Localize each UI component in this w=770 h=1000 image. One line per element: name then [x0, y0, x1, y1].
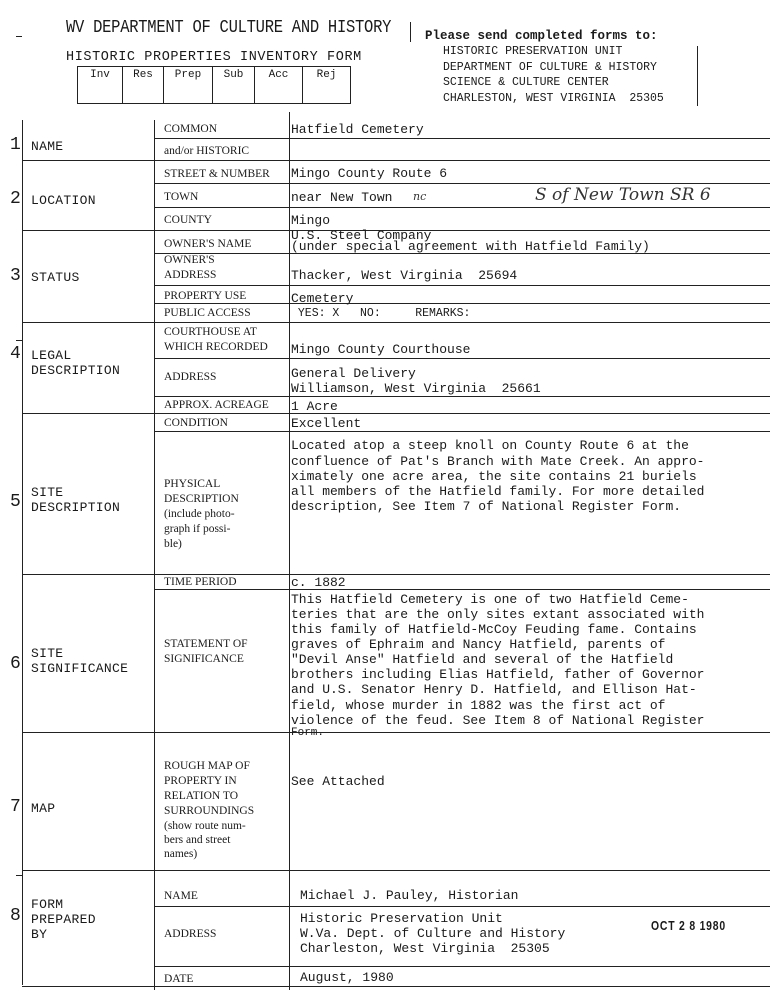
code-box-res: Res: [123, 67, 164, 103]
form-department-title: WV DEPARTMENT OF CULTURE AND HISTORY: [66, 18, 392, 38]
field-label-owner-address: OWNER'S: [164, 254, 215, 266]
field-value-common-name: Hatfield Cemetery: [291, 122, 424, 137]
field-label-statement: STATEMENT OF: [164, 638, 248, 650]
significance-line: and U.S. Senator Henry D. Hatfield, and Ellison Hat-: [291, 682, 697, 697]
section-divider: [22, 322, 770, 323]
row-divider: [154, 358, 770, 359]
margin-mark: [16, 36, 22, 37]
row-divider: [154, 396, 770, 397]
field-value-date: August, 1980: [300, 970, 394, 985]
section-label-prepared-by: PREPARED: [31, 912, 96, 927]
field-label-time-period: TIME PERIOD: [164, 576, 237, 588]
field-value-acreage: 1 Acre: [291, 399, 338, 414]
field-label-preparer-name: NAME: [164, 890, 198, 902]
field-label-legal-address: ADDRESS: [164, 371, 217, 383]
mailing-address-line: DEPARTMENT OF CULTURE & HISTORY: [443, 61, 657, 74]
field-value-courthouse: Mingo County Courthouse: [291, 342, 471, 357]
field-value-owner-note: (under special agreement with Hatfield Family): [291, 239, 650, 254]
header-divider: [410, 22, 411, 42]
field-value-time-period: c. 1882: [291, 575, 346, 590]
significance-line: teries that are the only sites extant associated with: [291, 607, 705, 622]
field-label-town: TOWN: [164, 191, 199, 203]
field-label-physical: graph if possi-: [164, 523, 231, 535]
field-label-physical: DESCRIPTION: [164, 493, 239, 505]
section-divider: [22, 413, 770, 414]
margin-mark: [16, 875, 22, 876]
field-label-historic: and/or HISTORIC: [164, 145, 250, 157]
form-title: HISTORIC PROPERTIES INVENTORY FORM: [66, 50, 362, 65]
preparer-address-line: W.Va. Dept. of Culture and History: [300, 926, 566, 941]
mailing-address-line: CHARLESTON, WEST VIRGINIA 25305: [443, 92, 664, 105]
significance-line: graves of Ephraim and Nancy Hatfield, parents of: [291, 637, 666, 652]
significance-line: field, whose murder in 1882 was the first act of: [291, 698, 666, 713]
label-column-divider: [154, 120, 155, 990]
field-label-physical: ble): [164, 538, 182, 550]
field-label-rough-map: (show route num-: [164, 820, 246, 832]
field-label-rough-map: SURROUNDINGS: [164, 805, 255, 817]
preparer-address-line: Historic Preservation Unit: [300, 911, 503, 926]
section-number: 6: [10, 654, 21, 674]
section-label-prepared-by: BY: [31, 927, 48, 942]
physical-description-line: all members of the Hatfield family. For more detailed: [291, 484, 705, 499]
row-divider: [154, 906, 770, 907]
field-label-physical: (include photo-: [164, 508, 235, 520]
code-box-acc: Acc: [255, 67, 303, 103]
section-label-name: NAME: [31, 139, 64, 154]
section-number: 8: [10, 906, 21, 926]
row-divider: [154, 966, 770, 967]
mailing-address-line: SCIENCE & CULTURE CENTER: [443, 76, 609, 89]
field-value-street: Mingo County Route 6: [291, 166, 448, 181]
section-divider: [22, 160, 770, 161]
field-label-courthouse: WHICH RECORDED: [164, 341, 268, 353]
field-label-acreage: APPROX. ACREAGE: [164, 399, 269, 411]
field-label-county: COUNTY: [164, 214, 212, 226]
field-value-legal-address: General Delivery: [291, 366, 416, 381]
physical-description-line: confluence of Pat's Branch with Mate Creek. An appro-: [291, 454, 705, 469]
field-label-rough-map: ROUGH MAP OF: [164, 760, 250, 772]
row-divider: [154, 207, 770, 208]
field-label-courthouse: COURTHOUSE AT: [164, 326, 257, 338]
field-value-map: See Attached: [291, 774, 385, 789]
field-label-street: STREET & NUMBER: [164, 168, 270, 180]
field-label-owner-address: ADDRESS: [164, 269, 217, 281]
field-value-town: near New Town: [291, 190, 393, 205]
section-number: 3: [10, 266, 21, 286]
section-number: 1: [10, 135, 21, 155]
field-label-property-use: PROPERTY USE: [164, 290, 247, 302]
section-label-site-significance: SITE: [31, 646, 64, 661]
section-number: 5: [10, 492, 21, 512]
mailing-address-line: HISTORIC PRESERVATION UNIT: [443, 45, 623, 58]
section-label-site-significance: SIGNIFICANCE: [31, 661, 129, 676]
handwritten-initials: nc: [413, 190, 427, 203]
field-label-rough-map: PROPERTY IN: [164, 775, 237, 787]
field-label-public-access: PUBLIC ACCESS: [164, 307, 251, 319]
field-label-statement: SIGNIFICANCE: [164, 653, 244, 665]
row-divider: [154, 183, 770, 184]
section-divider: [22, 574, 770, 575]
field-label-physical: PHYSICAL: [164, 478, 221, 490]
field-label-rough-map: bers and street: [164, 834, 231, 846]
section-label-site-description: SITE: [31, 485, 64, 500]
section-number: 4: [10, 344, 21, 364]
row-divider: [154, 431, 770, 432]
form-bottom-border: [22, 986, 770, 987]
field-value-preparer-name: Michael J. Pauley, Historian: [300, 888, 519, 903]
field-value-owner-name: U.S. Steel Company: [291, 228, 432, 243]
section-label-status: STATUS: [31, 270, 80, 285]
physical-description-line: Located atop a steep knoll on County Route 6 at the: [291, 438, 689, 453]
row-divider: [154, 285, 770, 286]
field-value-public-access: YES: X NO: REMARKS:: [291, 307, 471, 320]
code-box-sub: Sub: [213, 67, 255, 103]
section-label-location: LOCATION: [31, 193, 96, 208]
significance-line: Form.: [291, 727, 325, 739]
field-label-condition: CONDITION: [164, 417, 228, 429]
received-date-stamp: OCT 2 8 1980: [651, 918, 726, 933]
section-label-map: MAP: [31, 801, 56, 816]
value-column-divider: [289, 112, 290, 990]
field-label-common: COMMON: [164, 123, 218, 135]
physical-description-line: description, See Item 7 of National Register Form.: [291, 499, 682, 514]
section-label-legal: DESCRIPTION: [31, 363, 121, 378]
field-label-rough-map: RELATION TO: [164, 790, 239, 802]
section-divider: [22, 732, 770, 733]
field-label-date: DATE: [164, 973, 194, 985]
significance-line: "Devil Anse" Hatfield and several of the Hatfield: [291, 652, 674, 667]
code-box-inv: Inv: [78, 67, 123, 103]
section-number: 2: [10, 189, 21, 209]
code-box-prep: Prep: [164, 67, 213, 103]
significance-line: violence of the feud. See Item 8 of National Register: [291, 713, 705, 728]
significance-line: This Hatfield Cemetery is one of two Hatfield Ceme-: [291, 592, 689, 607]
office-use-code-boxes: [77, 66, 351, 104]
field-value-condition: Excellent: [291, 416, 362, 431]
row-divider: [154, 303, 770, 304]
section-divider: [22, 870, 770, 871]
address-rule: [697, 46, 698, 106]
section-number: 7: [10, 797, 21, 817]
section-label-legal: LEGAL: [31, 348, 72, 363]
section-label-prepared-by: FORM: [31, 897, 64, 912]
significance-line: this family of Hatfield-McCoy Feuding fame. Contains: [291, 622, 697, 637]
preparer-address-line: Charleston, West Virginia 25305: [300, 941, 550, 956]
significance-line: brothers including Elias Hatfield, father of Governor: [291, 667, 705, 682]
send-instructions: Please send completed forms to:: [425, 29, 658, 43]
physical-description-line: ximately one acre area, the site contains 21 buriels: [291, 469, 697, 484]
section-label-site-description: DESCRIPTION: [31, 500, 121, 515]
field-value-legal-address: Williamson, West Virginia 25661: [291, 381, 541, 396]
field-value-owner-address: Thacker, West Virginia 25694: [291, 268, 518, 283]
handwritten-town-note: S of New Town SR 6: [535, 185, 711, 205]
row-divider: [154, 138, 770, 139]
margin-mark: [16, 340, 22, 341]
row-divider: [154, 589, 770, 590]
field-label-owner-name: OWNER'S NAME: [164, 238, 252, 250]
field-value-county: Mingo: [291, 213, 331, 228]
code-box-rej: Rej: [316, 69, 337, 81]
form-left-border: [22, 120, 23, 985]
field-label-rough-map: names): [164, 848, 198, 860]
field-label-preparer-address: ADDRESS: [164, 928, 217, 940]
field-value-property-use: Cemetery: [291, 291, 354, 306]
